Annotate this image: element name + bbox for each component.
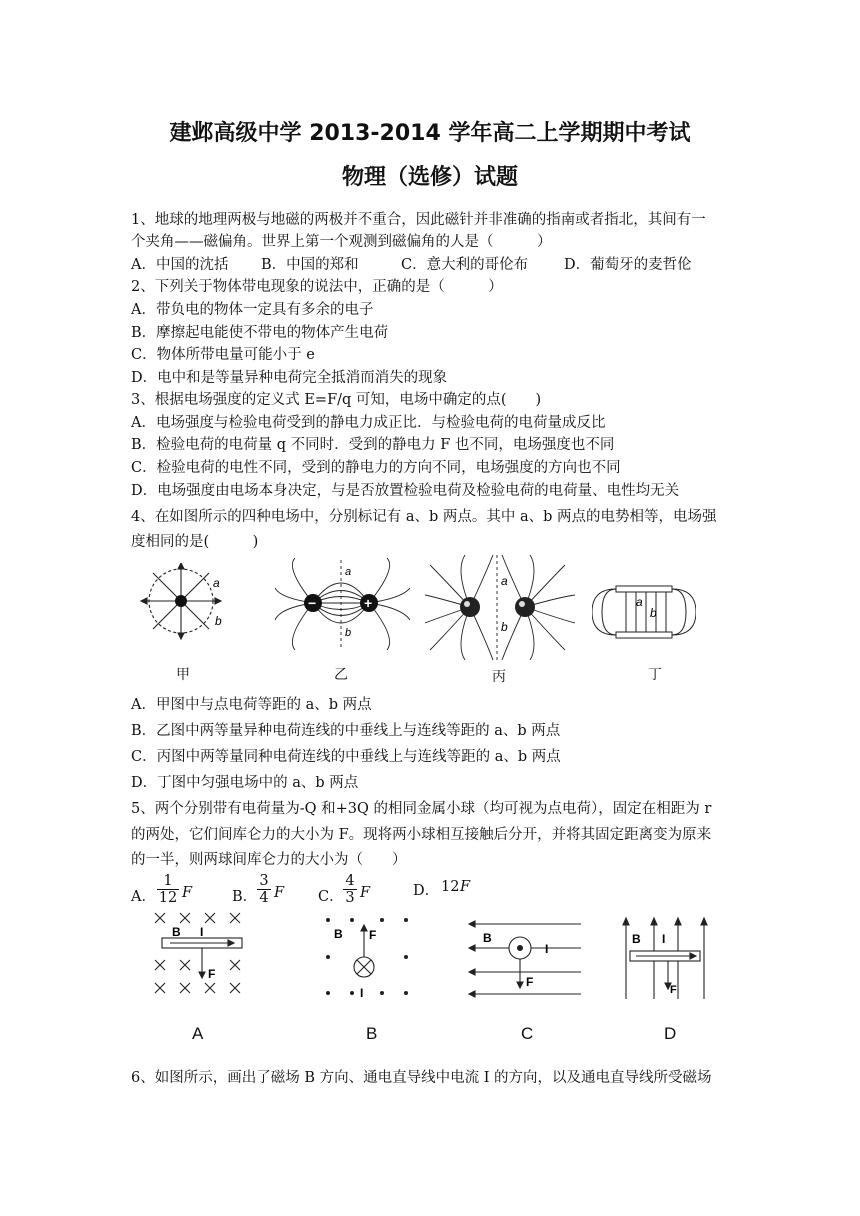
figure-letter-d: D	[664, 1024, 677, 1043]
jia-point-b: b	[215, 614, 222, 628]
jia-point-a: a	[213, 576, 220, 590]
figure-letter-c: C	[521, 1024, 534, 1043]
q5-option-b-var: F	[274, 885, 285, 901]
c-symbol-b: B	[483, 931, 492, 945]
field-figure-jia	[135, 563, 235, 643]
q5-option-c-den: 3	[345, 890, 355, 906]
q5-option-d-text: 12	[441, 879, 460, 895]
q2-stem: 2、下列关于物体带电现象的说法中，正确的是（ ）	[131, 279, 503, 295]
bing-point-b: b	[501, 620, 508, 634]
a-symbol-b: B	[172, 925, 181, 939]
q4-line2: 度相同的是( )	[131, 534, 259, 550]
exam-title: 建邺高级中学 2013-2014 学年高二上学期期中考试	[169, 121, 691, 146]
svg-text:+: +	[364, 595, 373, 611]
ding-point-b: b	[650, 606, 657, 620]
q2-option-a: A．带负电的物体一定具有多余的电子	[131, 302, 374, 318]
figure-label-ding: 丁	[648, 666, 662, 682]
q5-option-b-den: 4	[259, 890, 269, 906]
yi-point-a: a	[345, 566, 352, 578]
q5-option-a-den: 12	[158, 890, 178, 906]
q4-option-d: D．丁图中匀强电场中的 a、b 两点	[131, 775, 359, 791]
q1-option-b: B．中国的郑和	[261, 257, 359, 273]
q2-option-c: C．物体所带电量可能小于 e	[131, 347, 315, 363]
ding-point-a: a	[636, 595, 643, 609]
bing-point-a: a	[501, 574, 508, 588]
svg-text:−: −	[308, 595, 317, 611]
q5-option-d-var: F	[460, 879, 471, 895]
q3-option-a: A．电场强度与检验电荷受到的静电力成正比．与检验电荷的电荷量成反比	[131, 415, 606, 431]
q4-option-c: C．丙图中两等量同种电荷连线的中垂线上与连线等距的 a、b 两点	[131, 749, 561, 765]
q5-line1: 5、两个分别带有电荷量为-Q 和+3Q 的相同金属小球（均可视为点电荷），固定在相距为 r	[131, 801, 712, 817]
magnet-figure-c	[465, 918, 583, 1000]
q5-option-b-num: 3	[259, 873, 269, 889]
figure-letter-a: A	[192, 1024, 204, 1043]
q4-option-a: A．甲图中与点电荷等距的 a、b 两点	[131, 697, 372, 713]
q5-line3: 的一半，则两球间库仑力的大小为（ ）	[131, 852, 407, 868]
q1-option-c: C．意大利的哥伦布	[401, 257, 529, 273]
q5-option-a-letter: A．	[131, 889, 156, 905]
field-figure-bing	[425, 555, 575, 660]
figure-letter-b: B	[366, 1024, 378, 1043]
q3-option-b: B．检验电荷的电荷量 q 不同时．受到的静电力 F 也不同，电场强度也不同	[131, 437, 615, 453]
exam-subtitle: 物理（选修）试题	[341, 165, 518, 190]
b-symbol-i: I	[360, 986, 364, 1000]
magnet-figure-a	[150, 910, 255, 1002]
d-symbol-b: B	[632, 932, 641, 946]
q5-option-a-num: 1	[163, 873, 173, 889]
q1-option-d: D．葡萄牙的麦哲伦	[564, 257, 692, 273]
field-figure-ding	[592, 572, 696, 654]
q5-option-c-letter: C．	[318, 889, 344, 905]
yi-point-b: b	[345, 627, 352, 639]
q3-stem: 3、根据电场强度的定义式 E=F/q 可知，电场中确定的点( )	[131, 392, 542, 408]
q6-line1: 6、如图所示，画出了磁场 B 方向、通电直导线中电流 I 的方向，以及通电直导线所受磁场	[131, 1070, 712, 1086]
q5-line2: 的两处，它们间库仑力的大小为 F。现将两小球相互接触后分开，并将其固定距离变为原来	[131, 827, 712, 843]
magnet-figure-d	[618, 913, 713, 1003]
field-figure-yi	[275, 558, 410, 650]
c-symbol-f: F	[526, 975, 534, 989]
q3-option-d: D．电场强度由电场本身决定，与是否放置检验电荷及检验电荷的电荷量、电性均无关	[131, 483, 680, 499]
q4-option-b: B．乙图中两等量异种电荷连线的中垂线上与连线等距的 a、b 两点	[131, 723, 561, 739]
figure-label-yi: 乙	[334, 666, 348, 682]
q2-option-d: D．电中和是等量异种电荷完全抵消而消失的现象	[131, 370, 448, 386]
q3-option-c: C．检验电荷的电性不同，受到的静电力的方向不同，电场强度的方向也不同	[131, 460, 621, 476]
q1-line2: 个夹角——磁偏角。世界上第一个观测到磁偏角的人是（ ）	[131, 234, 552, 250]
q1-option-a: A．中国的沈括	[131, 257, 229, 273]
figure-label-bing: 丙	[492, 668, 506, 684]
c-symbol-i: I	[545, 942, 549, 956]
d-symbol-f: F	[670, 984, 677, 996]
q4-line1: 4、在如图所示的四种电场中，分别标记有 a、b 两点。其中 a、b 两点的电势相等，电场强	[131, 509, 717, 525]
a-symbol-f: F	[208, 967, 216, 981]
q5-option-b-letter: B．	[232, 889, 258, 905]
q2-option-b: B．摩擦起电能使不带电的物体产生电荷	[131, 325, 389, 341]
q5-option-c-num: 4	[345, 873, 355, 889]
b-symbol-b: B	[334, 927, 343, 941]
b-symbol-f: F	[369, 928, 377, 942]
d-symbol-i: I	[662, 932, 666, 946]
q5-option-c-var: F	[360, 885, 371, 901]
figure-label-jia: 甲	[176, 666, 190, 682]
q1-line1: 1、地球的地理两极与地磁的两极并不重合，因此磁针并非准确的指南或者指北，其间有一	[131, 212, 706, 228]
q5-option-d-letter: D．	[413, 883, 440, 899]
q5-option-a-var: F	[182, 885, 193, 901]
a-symbol-i: I	[200, 925, 204, 939]
magnet-figure-b	[322, 915, 412, 1003]
